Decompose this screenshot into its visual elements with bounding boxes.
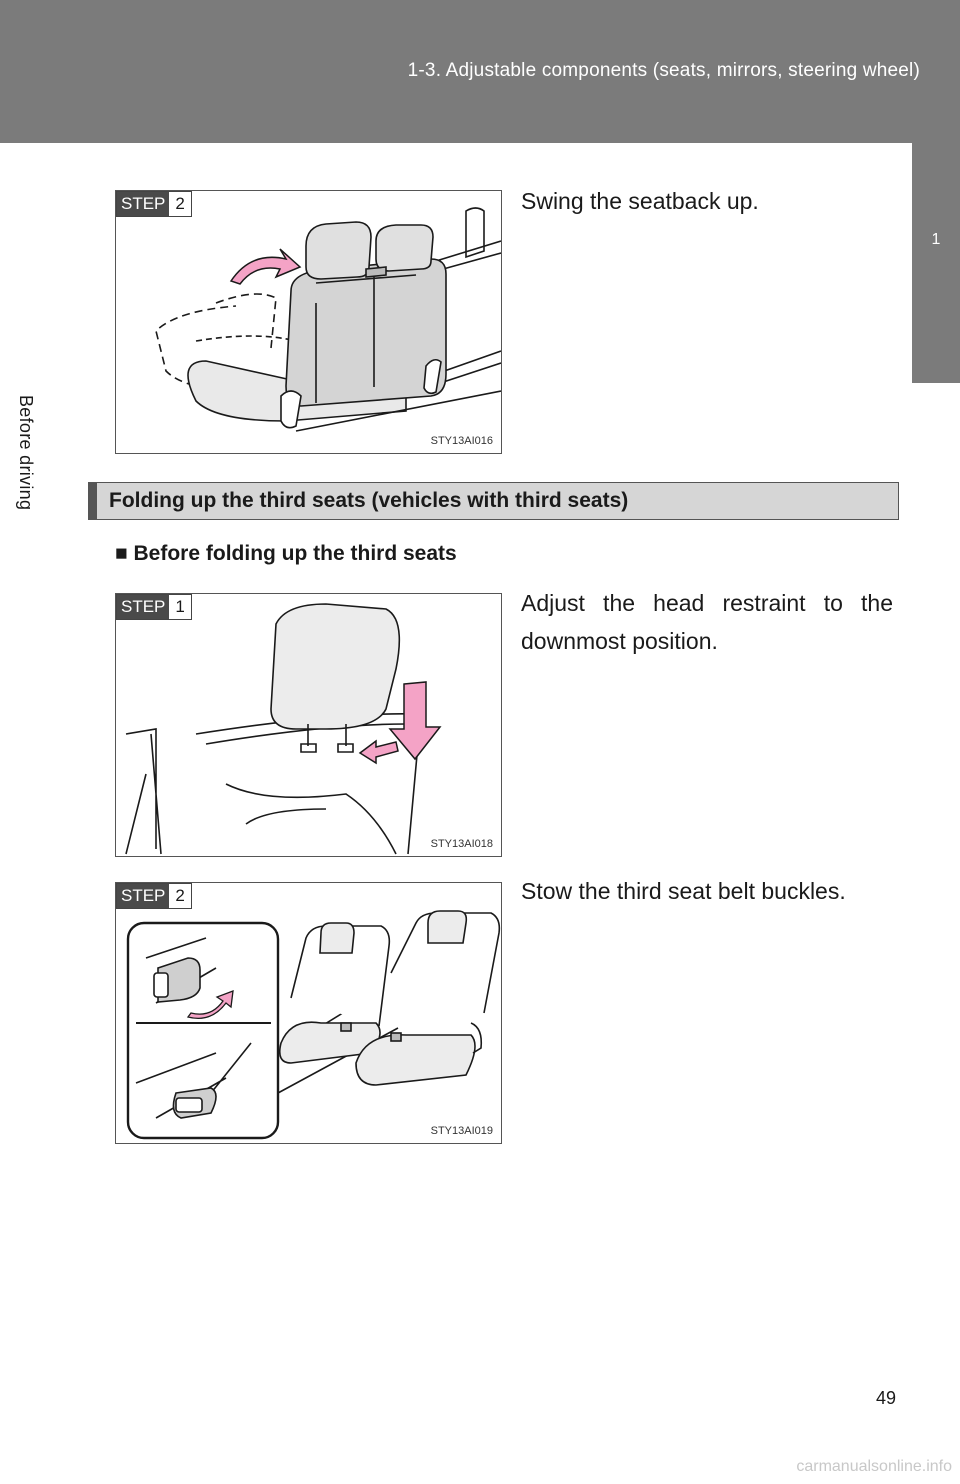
- figure-code: STY13AI019: [430, 1125, 493, 1137]
- seatback-illustration: [116, 191, 501, 453]
- figure-swing-seatback: [115, 190, 502, 454]
- watermark: carmanualsonline.info: [796, 1458, 952, 1475]
- step-instruction: Adjust the head restraint to the downmost position.: [521, 590, 893, 654]
- step-number: 1: [169, 595, 190, 619]
- step-word: STEP: [117, 884, 169, 908]
- section-heading: [88, 482, 899, 520]
- figure-code: STY13AI016: [430, 435, 493, 447]
- step-instruction: Swing the seatback up.: [521, 188, 759, 214]
- chapter-number: 1: [931, 231, 941, 248]
- seat-belt-illustration: [116, 883, 501, 1143]
- figure-seat-belt-buckles: [115, 882, 502, 1144]
- chapter-tab: [912, 143, 960, 383]
- head-restraint-illustration: [116, 594, 501, 856]
- header-bar: [0, 0, 960, 143]
- section-title: Folding up the third seats (vehicles with third seats): [109, 489, 629, 512]
- figure-head-restraint: [115, 593, 502, 857]
- step-badge: [116, 191, 192, 217]
- figure-code: STY13AI018: [430, 838, 493, 850]
- step-badge: [116, 594, 192, 620]
- subheading: ■ Before folding up the third seats: [115, 542, 457, 565]
- step-badge: [116, 883, 192, 909]
- header-title: 1-3. Adjustable components (seats, mirrors, steering wheel): [407, 60, 920, 81]
- step-number: 2: [169, 192, 190, 216]
- step-word: STEP: [117, 595, 169, 619]
- step-word: STEP: [117, 192, 169, 216]
- step-number: 2: [169, 884, 190, 908]
- step-instruction: Stow the third seat belt buckles.: [521, 878, 846, 904]
- section-accent: [89, 483, 97, 519]
- chapter-label: Before driving: [16, 395, 36, 511]
- page-number: 49: [875, 1388, 896, 1408]
